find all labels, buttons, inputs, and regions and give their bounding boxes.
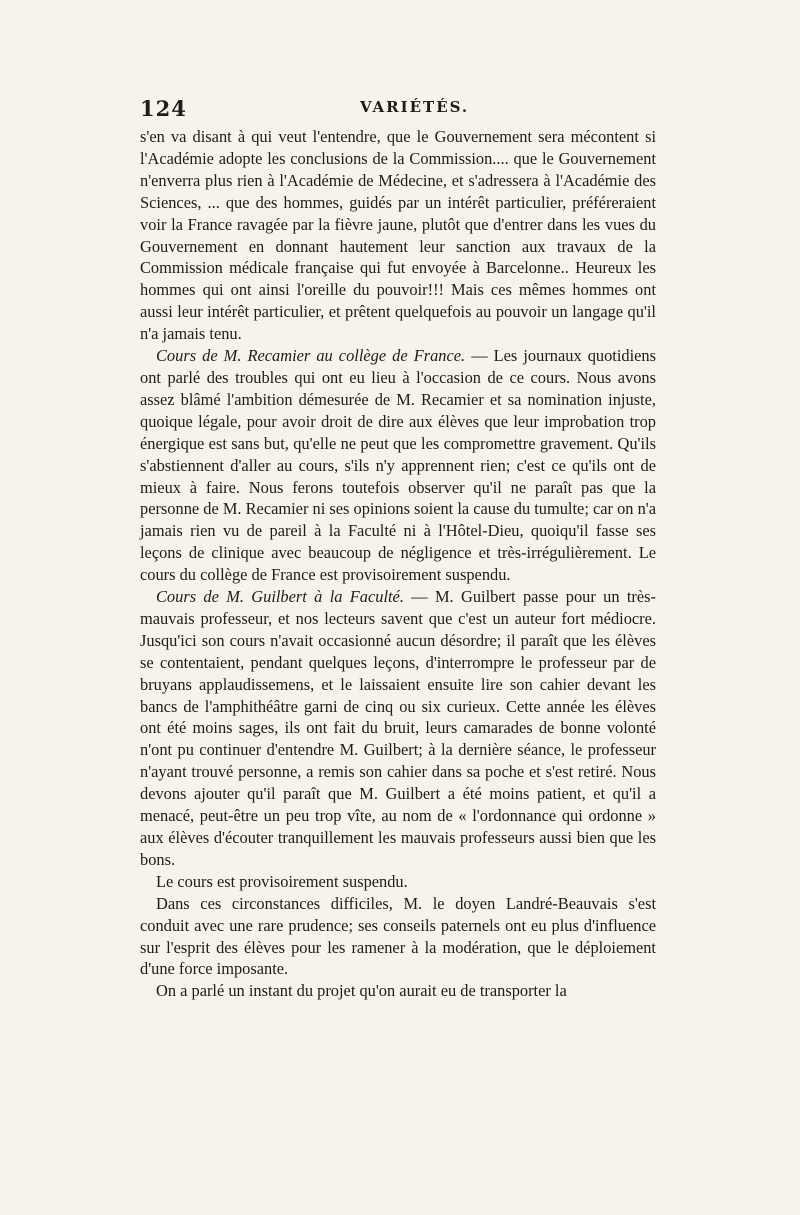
paragraph-4: [140, 871, 656, 893]
page-number: 124: [140, 96, 187, 121]
paragraph-3: [140, 586, 656, 871]
paragraph-1: [140, 126, 656, 345]
paragraph-3-text: — M. Guilbert passe pour un très-mauvais professeur, et nos lecteurs savent que c'est un auteur fort médiocre. Jusqu'ici son cours n'avait occasionné aucun désordre; il paraît que les élèves se contentaient, pendant quelques leçons, d'interrompre le professeur par de bruyans applaudissemens, et le laissaient ensuite lire son cahier devant les bancs de l'amphithéâtre garni de cinq ou six curieux. Cette année les élèves ont été moins sages, ils ont fait du bruit, leurs camarades de bonne volonté n'ont pu continuer d'entendre M. Guilbert; à la dernière séance, le professeur n'ayant trouvé personne, a remis son cahier dans sa poche et s'est retiré. Nous devons ajouter qu'il paraît que M. Guilbert a été moins patient, et qu'il a menacé, peut-être un peu trop vîte, au nom de « l'ordonnance qui ordonne » aux élèves d'écouter tranquillement les mauvais professeurs aussi bien que les bons.: [140, 587, 656, 869]
section-title-guilbert: Cours de M. Guilbert à la Faculté.: [156, 587, 404, 607]
paragraph-6: [140, 980, 656, 1002]
paragraph-4-text: Le cours est provisoirement suspendu.: [156, 871, 408, 891]
running-head: VARIÉTÉS.: [360, 98, 470, 116]
page-header: [140, 96, 660, 120]
paragraph-1-text: s'en va disant à qui veut l'entendre, que le Gouvernement sera mécontent si l'Académie adopte les conclusions de la Commission.... que le Gouvernement n'enverra plus rien à l'Académie de Médecine, et s'adressera à l'Académie des Sciences, ... que des hommes, guidés par un intérêt particulier, préféreraient voir la France ravagée par la fièvre jaune, plutôt que d'entrer dans les vues du Gouvernement en donnant hautement leur sanction aux travaux de la Commission médicale française qui fut envoyée à Barcelonne.. Heureux les hommes qui ont ainsi l'oreille du pouvoir!!! Mais ces mêmes hommes ont aussi leur intérêt particulier, et prêtent quelquefois au pouvoir un langage qu'il n'a jamais tenu.: [140, 127, 656, 344]
paragraph-2-text: — Les journaux quotidiens ont parlé des troubles qui ont eu lieu à l'occasion de ce cours. Nous avons assez blâmé l'ambition démesurée de M. Recamier et sa nomination injuste, quoique légale, pour avoir droit de dire aux élèves que leur improbation trop énergique est sans but, qu'elle ne peut que les compromettre gravement. Qu'ils s'abstiennent d'aller au cours, s'ils n'y apprennent rien; c'est ce qu'ils ont de mieux à faire. Nous ferons toutefois observer qu'il ne paraît pas que la personne de M. Recamier ni ses opinions soient la cause du tumulte; car on n'a jamais rien vu de pareil à la Faculté ni à l'Hôtel-Dieu, quoiqu'il fasse ses leçons de clinique avec beaucoup de négligence et très-irrégulièrement. Le cours du collège de France est provisoirement suspendu.: [140, 346, 656, 585]
paragraph-5-text: Dans ces circonstances difficiles, M. le doyen Landré-Beauvais s'est conduit avec une rare prudence; ses conseils paternels ont eu plus d'influence sur l'esprit des élèves pour les ramener à la modération, que le déploiement d'une force imposante.: [140, 893, 656, 979]
section-title-recamier: Cours de M. Recamier au collège de France.: [156, 346, 466, 366]
paragraph-6-text: On a parlé un instant du projet qu'on aurait eu de transporter la: [156, 981, 567, 1001]
body-text: [140, 126, 656, 1002]
paragraph-5: [140, 893, 656, 981]
paragraph-2: [140, 345, 656, 586]
